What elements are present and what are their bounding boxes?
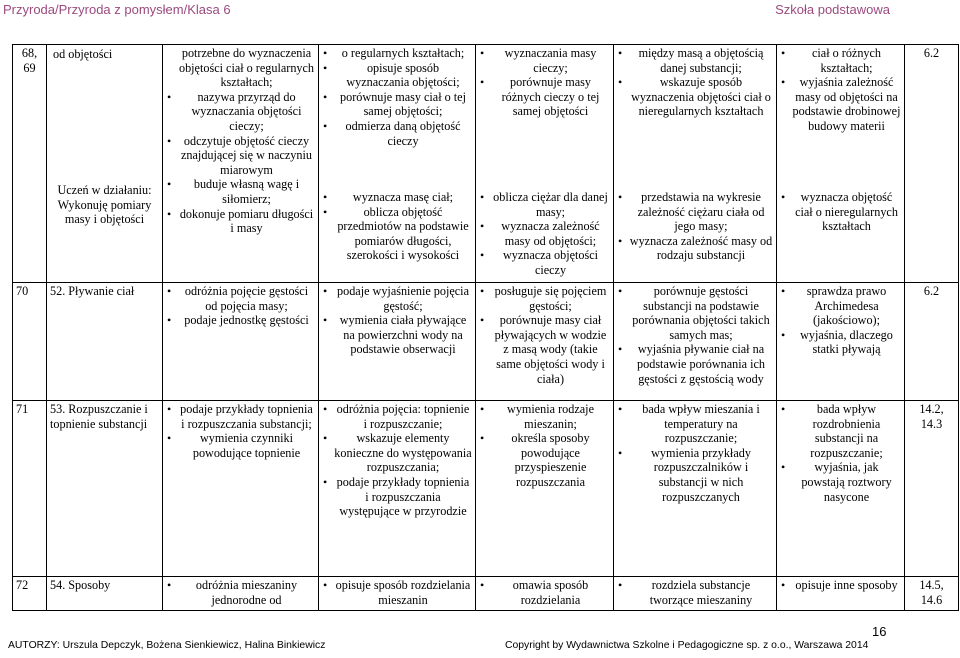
requirements-basic [163,45,319,283]
requirements-extended [476,577,614,611]
list-item: • odróżnia pojęcie gęstości od pojęcia masy; [166,284,315,313]
page-number: 16 [872,624,887,639]
requirements-basic [163,401,319,577]
lesson-topic [47,45,163,283]
requirements-elementary [319,45,476,283]
requirements-extended [476,45,614,283]
list-item: • bada wpływ rozdrobnienia substancji na rozpuszczanie; [780,402,901,460]
list-item: • wyznacza zależność masy od objętości; [479,219,610,248]
list-item: • wskazuje elementy konieczne do występowania rozpuszczania; [322,431,472,475]
curriculum-reference: 14.5, 14.6 [905,577,959,611]
lesson-number: 70 [13,283,47,401]
list-item: • omawia sposób rozdzielania [479,578,610,607]
list-item: • opisuje sposób rozdzielania mieszanin [322,578,472,607]
requirements-basic [163,283,319,401]
table-row-70 [13,283,959,401]
list-item: • opisuje sposób wyznaczania objętości; [322,61,472,90]
list-item: • podaje przykłady topnienia i rozpuszczania występujące w przyrodzie [322,475,472,519]
list-item: • odczytuje objętość cieczy znajdującej się w naczyniu miarowym [166,134,315,178]
list-item: • określa sposoby powodujące przyspieszenie rozpuszczania [479,431,610,489]
list-item: • wyjaśnia pływanie ciał na podstawie porównania ich gęstości z gęstością wody [617,342,773,386]
lesson-topic: 52. Pływanie ciał [47,283,163,401]
curriculum-reference: 6.2 [905,45,959,283]
curriculum-reference: 6.2 [905,283,959,401]
list-item: • porównuje masy różnych cieczy o tej samej objętości [479,75,610,119]
list-item: • wymienia czynniki powodujące topnienie [166,431,315,460]
list-item: • odmierza daną objętość cieczy [322,119,472,148]
requirements-excellent [777,283,905,401]
list-item: • wyjaśnia zależność masy od objętości na podstawie drobinowej budowy materii [780,75,901,133]
list-item: • porównuje masy ciał pływających w wodzie z masą wody (takie same objętości wody i ciała) [479,313,610,386]
requirements-excellent [777,401,905,577]
list-item: • wymienia przykłady rozpuszczalników i substancji w nich rozpuszczanych [617,446,773,504]
requirements-advanced [614,401,777,577]
requirements-basic [163,577,319,611]
list-item: • dokonuje pomiaru długości i masy [166,207,315,236]
list-item: • oblicza objętość przedmiotów na podstawie pomiarów długości, szerokości i wysokości [322,205,472,263]
requirements-excellent [777,45,905,283]
list-item: • buduje własną wagę i siłomierz; [166,177,315,206]
lesson-number: 72 [13,577,47,611]
requirements-extended [476,401,614,577]
table-row-71 [13,401,959,577]
list-item: • wymienia rodzaje mieszanin; [479,402,610,431]
requirements-extended [476,283,614,401]
list-item: • bada wpływ mieszania i temperatury na rozpuszczanie; [617,402,773,446]
list-item: • wyznacza objętość ciał o nieregularnych kształtach [780,190,901,234]
list-item: • porównuje gęstości substancji na podstawie porównania objętości takich samych mas; [617,284,773,342]
topic-continuation: od objętości [53,47,113,61]
list-item: • podaje wyjaśnienie pojęcia gęstość; [322,284,472,313]
table-row-68-69 [13,45,959,283]
requirements-advanced [614,45,777,283]
lesson-topic: 53. Rozpuszczanie i topnienie substancji [47,401,163,577]
page-header [0,0,960,22]
lesson-topic: 54. Sposoby [47,577,163,611]
list-item: • wyznacza objętości cieczy [479,248,610,277]
curriculum-reference: 14.2, 14.3 [905,401,959,577]
header-breadcrumb: Przyroda/Przyroda z pomysłem/Klasa 6 [3,2,231,17]
list-item: • odróżnia pojęcia: topnienie i rozpuszczanie; [322,402,472,431]
list-item: • porównuje masy ciał o tej samej objętości; [322,90,472,119]
topic-text: Uczeń w działaniu: Wykonuję pomiary masy i objętości [57,183,152,227]
list-item: • wymienia ciała pływające na powierzchni wody na podstawie obserwacji [322,313,472,357]
list-item: • wyjaśnia, jak powstają roztwory nasycone [780,460,901,504]
list-item: • oblicza ciężar dla danej masy; [479,190,610,219]
lesson-number: 68, 69 [13,45,47,283]
list-item: • ciał o różnych kształtach; [780,46,901,75]
page-footer [0,632,960,658]
lesson-number: 71 [13,401,47,577]
list-item: • podaje przykłady topnienia i rozpuszczania substancji; [166,402,315,431]
list-item: • posługuje się pojęciem gęstości; [479,284,610,313]
requirements-excellent [777,577,905,611]
list-item: • odróżnia mieszaniny jednorodne od [166,578,315,607]
requirements-elementary [319,401,476,577]
list-item: • opisuje inne sposoby [780,578,901,593]
footer-copyright: Copyright by Wydawnictwa Szkolne i Pedagogiczne sp. z o.o., Warszawa 2014 [505,640,869,651]
list-item: potrzebne do wyznaczenia objętości ciał o regularnych kształtach; [178,46,315,90]
requirements-elementary [319,283,476,401]
requirements-elementary [319,577,476,611]
list-item: • o regularnych kształtach; [322,46,472,61]
list-item: • między masą a objętością danej substancji; [617,46,773,75]
list-item: • wyjaśnia, dlaczego statki pływają [780,328,901,357]
list-item: • przedstawia na wykresie zależność ciężaru ciała od jego masy; [617,190,773,234]
footer-authors: AUTORZY: Urszula Depczyk, Bożena Sienkiewicz, Halina Binkiewicz [8,640,326,651]
requirements-advanced [614,283,777,401]
list-item: • sprawdza prawo Archimedesa (jakościowo); [780,284,901,328]
list-item: • podaje jednostkę gęstości [166,313,315,328]
table-row-72 [13,577,959,611]
list-item: • wyznacza masę ciał; [322,190,472,205]
header-school-level: Szkoła podstawowa [775,2,890,17]
list-item: • wyznacza zależność masy od rodzaju substancji [617,234,773,263]
list-item: • nazywa przyrząd do wyznaczania objętości cieczy; [166,90,315,134]
list-item: • rozdziela substancje tworzące mieszaniny [617,578,773,607]
curriculum-table [12,44,959,611]
list-item: • wskazuje sposób wyznaczenia objętości ciał o nieregularnych kształtach [617,75,773,119]
requirements-advanced [614,577,777,611]
list-item: • wyznaczania masy cieczy; [479,46,610,75]
